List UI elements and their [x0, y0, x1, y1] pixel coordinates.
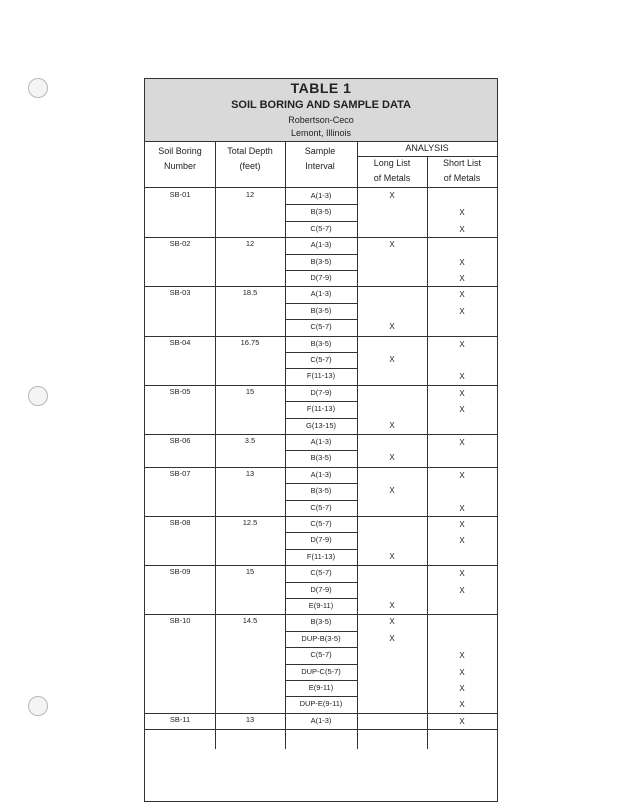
- interval-divider: [285, 303, 357, 304]
- sample-interval: F(11-13): [306, 551, 336, 561]
- header-depth: Total Depth (feet): [227, 146, 273, 171]
- total-depth: 13: [245, 714, 255, 724]
- table-title: TABLE 1: [290, 80, 352, 96]
- table-title-block: [145, 79, 497, 142]
- sample-interval: D(7-9): [310, 584, 332, 594]
- sample-interval: F(11-13): [306, 371, 336, 381]
- short-list-mark: X: [459, 339, 465, 349]
- binder-hole-bottom: [28, 696, 48, 716]
- binder-hole-top: [28, 78, 48, 98]
- sample-interval: C(5-7): [310, 502, 332, 512]
- boring-number: SB-05: [169, 386, 191, 396]
- interval-divider: [285, 680, 357, 681]
- group-divider: [145, 614, 497, 615]
- group-divider: [145, 729, 497, 730]
- group-divider: [145, 237, 497, 238]
- boring-number: SB-06: [169, 436, 191, 445]
- soil-boring-table: [144, 78, 498, 802]
- sample-interval: C(5-7): [310, 650, 332, 660]
- header-interval: Sample Interval: [304, 146, 336, 171]
- header-col-line: [215, 141, 216, 187]
- header-boring: Soil Boring Number: [158, 146, 202, 171]
- interval-divider: [285, 450, 357, 451]
- sample-interval: F(11-13): [306, 404, 336, 414]
- sample-interval: E(9-11): [308, 683, 334, 692]
- group-divider: [145, 385, 497, 386]
- sample-interval: A(1-3): [310, 437, 332, 446]
- interval-divider: [285, 270, 357, 271]
- sample-interval: D(7-9): [310, 387, 332, 397]
- sample-interval: D(7-9): [310, 273, 332, 282]
- boring-number: SB-08: [169, 518, 191, 527]
- long-list-mark: X: [389, 420, 395, 430]
- long-list-mark: X: [389, 601, 395, 610]
- sample-interval: B(3-5): [310, 617, 332, 627]
- interval-divider: [285, 401, 357, 402]
- short-list-mark: X: [459, 224, 465, 234]
- group-divider: [145, 336, 497, 337]
- group-divider: [145, 565, 497, 566]
- short-list-mark: X: [459, 470, 465, 480]
- short-list-mark: X: [459, 520, 465, 529]
- long-list-mark: X: [389, 617, 395, 627]
- sample-interval: B(3-5): [310, 453, 332, 463]
- column-header-row: [145, 141, 497, 187]
- table-subtitle: SOIL BORING AND SAMPLE DATA: [231, 99, 411, 111]
- boring-number: SB-02: [169, 239, 191, 249]
- sample-interval: C(5-7): [310, 355, 332, 364]
- long-list-mark: X: [389, 355, 395, 364]
- interval-divider: [285, 532, 357, 533]
- binder-hole-middle: [28, 386, 48, 406]
- short-list-mark: X: [459, 585, 465, 595]
- body-col-line: [427, 188, 428, 749]
- interval-divider: [285, 368, 357, 369]
- short-list-mark: X: [459, 700, 465, 710]
- long-list-mark: X: [389, 633, 395, 643]
- long-list-mark: X: [389, 486, 395, 496]
- short-list-mark: X: [459, 438, 465, 447]
- interval-divider: [285, 352, 357, 353]
- sample-interval: E(9-11): [308, 601, 334, 610]
- total-depth: 14.5: [242, 616, 258, 626]
- interval-divider: [285, 418, 357, 419]
- short-list-mark: X: [459, 503, 465, 513]
- total-depth: 12: [245, 239, 255, 249]
- total-depth: 15: [245, 386, 255, 396]
- group-divider: [145, 467, 497, 468]
- boring-number: SB-09: [169, 567, 191, 577]
- sample-interval: B(3-5): [310, 207, 332, 217]
- interval-divider: [285, 549, 357, 550]
- sample-interval: B(3-5): [310, 486, 332, 496]
- short-list-mark: X: [459, 306, 465, 316]
- total-depth: 15: [245, 567, 255, 577]
- header-col-line: [427, 156, 428, 187]
- site-location: Lemont, Illinois: [290, 128, 352, 138]
- header-bottom-line: [145, 187, 497, 188]
- boring-number: SB-10: [169, 616, 191, 626]
- boring-number: SB-04: [169, 337, 191, 347]
- long-list-mark: X: [389, 240, 395, 250]
- sample-interval: A(1-3): [310, 191, 332, 200]
- sample-interval: B(3-5): [310, 305, 332, 315]
- group-divider: [145, 286, 497, 287]
- sample-interval: G(13-15): [305, 420, 336, 430]
- interval-divider: [285, 254, 357, 255]
- boring-number: SB-11: [169, 714, 191, 724]
- header-col-line: [285, 141, 286, 187]
- header-analysis: ANALYSIS: [405, 143, 449, 153]
- sample-interval: D(7-9): [310, 535, 332, 545]
- interval-divider: [285, 631, 357, 632]
- boring-number: SB-07: [169, 468, 191, 478]
- sample-interval: A(1-3): [310, 715, 332, 725]
- short-list-mark: X: [459, 569, 465, 579]
- header-short-list: Short List of Metals: [442, 158, 482, 183]
- short-list-mark: X: [459, 667, 465, 677]
- short-list-mark: X: [459, 405, 465, 415]
- body-col-line: [357, 188, 358, 749]
- long-list-mark: X: [389, 322, 395, 332]
- short-list-mark: X: [459, 208, 465, 218]
- sample-interval: B(3-5): [310, 256, 332, 266]
- sample-interval: DUP-B(3-5): [301, 633, 341, 643]
- header-col-line: [357, 141, 358, 187]
- sample-interval: C(5-7): [310, 322, 332, 332]
- interval-divider: [285, 598, 357, 599]
- short-list-mark: X: [459, 536, 465, 546]
- sample-interval: A(1-3): [310, 469, 332, 479]
- sample-interval: A(1-3): [310, 240, 332, 250]
- sample-interval: B(3-5): [310, 338, 332, 348]
- sample-interval: C(5-7): [310, 223, 332, 233]
- interval-divider: [285, 500, 357, 501]
- group-divider: [145, 713, 497, 714]
- sample-interval: C(5-7): [310, 568, 332, 578]
- sample-interval: DUP-E(9-11): [299, 699, 343, 709]
- total-depth: 3.5: [244, 436, 256, 445]
- long-list-mark: X: [389, 551, 395, 561]
- interval-divider: [285, 582, 357, 583]
- interval-divider: [285, 221, 357, 222]
- short-list-mark: X: [459, 257, 465, 267]
- total-depth: 12.5: [242, 518, 258, 527]
- short-list-mark: X: [459, 684, 465, 693]
- sample-interval: A(1-3): [310, 289, 332, 299]
- interval-divider: [285, 483, 357, 484]
- long-list-mark: X: [389, 191, 395, 200]
- interval-divider: [285, 696, 357, 697]
- short-list-mark: X: [459, 274, 465, 283]
- interval-divider: [285, 319, 357, 320]
- interval-divider: [285, 647, 357, 648]
- interval-divider: [285, 204, 357, 205]
- total-depth: 13: [245, 468, 255, 478]
- total-depth: 12: [245, 190, 255, 199]
- total-depth: 16.75: [240, 337, 260, 347]
- header-long-list: Long List of Metals: [373, 158, 411, 183]
- short-list-mark: X: [459, 372, 465, 382]
- total-depth: 18.5: [242, 288, 258, 298]
- sample-interval: DUP-C(5-7): [301, 666, 341, 676]
- short-list-mark: X: [459, 290, 465, 300]
- site-name: Robertson-Ceco: [288, 115, 354, 125]
- short-list-mark: X: [459, 651, 465, 661]
- group-divider: [145, 434, 497, 435]
- interval-divider: [285, 664, 357, 665]
- group-divider: [145, 516, 497, 517]
- sample-interval: C(5-7): [310, 519, 332, 528]
- short-list-mark: X: [459, 716, 465, 726]
- short-list-mark: X: [459, 388, 465, 398]
- boring-number: SB-03: [169, 288, 191, 298]
- long-list-mark: X: [389, 453, 395, 463]
- boring-number: SB-01: [169, 190, 191, 199]
